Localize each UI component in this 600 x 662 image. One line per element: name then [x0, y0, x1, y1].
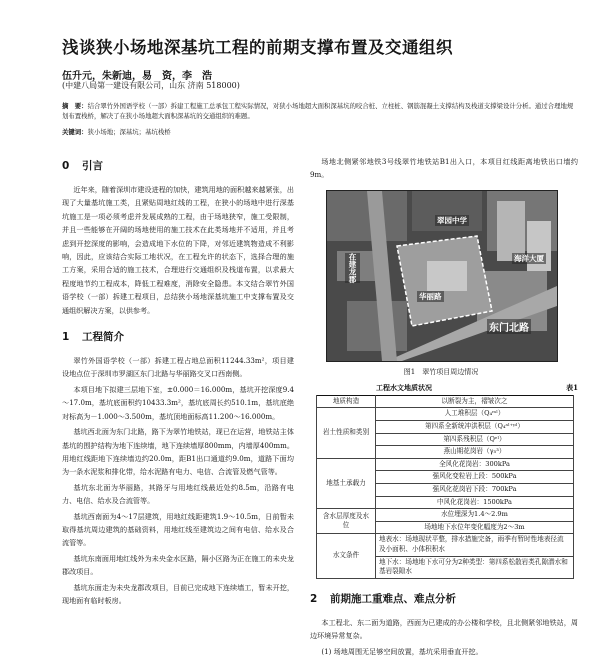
section-title: 工程简介	[82, 331, 124, 344]
table-cell: 强风化变粒岩上段：500kPa	[376, 471, 574, 484]
table-cell: 地质构造	[317, 395, 376, 408]
section-title: 引言	[82, 160, 103, 172]
section-difficulties	[310, 591, 578, 658]
hydrogeology-table	[316, 395, 574, 579]
paragraph: 基坑西北面为东门北路，路下为翠竹地铁站，现已在运营，地铁站主体基坑的围护结构为地下连续墙，地下连续墙厚800mm，内墙厚400mm。用地红线距地下连续墙边约20.0m，距B1出口通道约9.0m，道路下面均为一条水泥浆和排化带，给水泥路有电力、电信、合流管及燃气管等。	[62, 427, 294, 477]
section-number: 2	[310, 592, 318, 605]
table-cell: 场地地下水位年变化幅度为2～3m	[376, 521, 574, 534]
paragraph: 基坑东面走为未央龙郡改项目，目前已完成地下连续墙工，暂未开挖，现地面有临时板房。	[62, 582, 294, 605]
table-cell: 地基土承载力	[317, 458, 376, 508]
keywords	[62, 127, 577, 136]
keywords-text: 狭小场地；深基坑；基坑栈桥	[87, 128, 171, 136]
paragraph: 本项目地下拟建三层地下室，±0.000＝16.000m，基坑开挖深度9.4～17.0m，基坑底面积约10433.3m²，基坑底周长约510.1m，基坑底绝对标高为－1.000～3.500m，基坑顶地面标高11.200～16.000m。	[62, 384, 294, 421]
photo-label: 华丽路	[419, 291, 442, 301]
paragraph: 基坑东北面为华丽路，其路牙与用地红线最近处约8.5m，沿路有电力、电信、给水及合流管等。	[62, 482, 294, 506]
table-cell: 水文条件	[317, 534, 376, 578]
table-cell: 地下水：场地地下水可分为2种类型：第四系松散岩类孔隙潜水和基岩裂隙水	[376, 556, 574, 578]
keywords-label: 关键词：	[62, 128, 88, 136]
photo-label: 东门北路	[487, 319, 531, 334]
table-cell: 燕山期花岗岩（γ₅³）	[376, 446, 574, 459]
paragraph: 基坑东南面用地红线外为未央金水区路，隔小区路为正在施工的未央龙郡改项目。	[62, 553, 294, 577]
paragraph: 基坑西南面为4～17层建筑，用地红线距建筑1.9～10.5m，日前暂未取得基坑周边建筑的基础资料，用地红线至建筑边之间有电信、给水及合流管等。	[62, 511, 294, 548]
left-column	[62, 158, 294, 609]
paragraph: 本工程北、东二面为道路，西面为已建成的办公楼和学校，且北侧紧邻地铁站，周边环境异常复杂。	[310, 617, 578, 641]
paragraph: 场地北侧紧邻地铁3号线翠竹地铁站B1出入口，本项目红线距离地铁出口墙约9m。	[310, 157, 578, 180]
photo-label: 海洋大厦	[514, 253, 544, 263]
table-number: 表1	[566, 382, 578, 392]
photo-label: 在建龙郡	[345, 253, 360, 283]
table-cell: 地表水：场地现状平整，排水措施完备，雨季有暂时性地表径流及小面积、小体积积水	[376, 534, 574, 556]
abstract-label: 摘 要：	[62, 102, 88, 110]
table-cell: 第四系全新统冲洪积层（Q₄ᵃˡ⁺ᵖˡ）	[376, 421, 574, 434]
table-row	[317, 408, 574, 421]
table-cell: 中风化花岗岩：1500kPa	[376, 496, 574, 509]
table-row	[317, 458, 574, 471]
table-cell: 人工堆积层（Q₄ᵐˡ）	[376, 408, 574, 421]
authors: 伍升元，朱新迪，易 资，李 浩	[62, 71, 212, 82]
abstract-text: 结合翠竹外国语学校（一部）拆建工程施工总承包工程实际情况，对狭小场地超大面积深基坑的咬合桩、立柱桩、钢筋混凝土支撑结构及栈道支撑梁设计分析。通过合理地规划布置栈桥，解决了在狭小场地超大面积深基坑的交通组织的难题。	[62, 102, 574, 120]
photo-label: 翠园中学	[437, 215, 467, 225]
affiliation: (中建八局第一建设有限公司，山东 济南 518000)	[62, 81, 240, 90]
section-intro	[62, 158, 294, 317]
section-number: 1	[62, 331, 70, 344]
section-heading	[62, 329, 294, 344]
table-cell: 全风化花岗岩：300kPa	[376, 458, 574, 471]
table-cell: 强风化花岗岩下段：700kPa	[376, 483, 574, 496]
table-cell: 岩土性质和类别	[317, 408, 376, 458]
paragraph: (1) 场地周围无足够空间放置，基坑采用垂直开挖。	[321, 646, 483, 656]
table-cell: 第四系残积层（Qᵉˡ）	[376, 433, 574, 446]
section-project-overview	[62, 329, 294, 607]
table-row	[317, 509, 574, 522]
table-cell: 以断裂为主，褶皱次之	[376, 395, 574, 408]
paper-title: 浅谈狭小场地深基坑工程的前期支撑布置及交通组织	[62, 38, 453, 57]
section-title: 前期施工重难点、难点分析	[330, 592, 456, 605]
site-aerial-photo	[326, 190, 558, 362]
table-row	[317, 395, 574, 408]
abstract	[62, 101, 577, 121]
right-column	[310, 155, 578, 660]
figure-caption: 图1 翠竹项目周边情况	[403, 367, 479, 376]
table-cell: 水位埋深为1.4～2.9m	[376, 509, 574, 522]
section-heading	[62, 158, 294, 173]
section-number: 0	[62, 160, 70, 172]
table-cell: 含水层厚度及水位	[317, 509, 376, 534]
paragraph: 翠竹外国语学校（一部）拆建工程占地总面积11244.33m²，项目建设地点位于深圳市罗湖区东门北路与华丽路交叉口西南侧。	[62, 356, 294, 379]
paragraph: 近年来，随着深圳市建设进程的加快，建筑用地的面积越来越紧张，出现了大量基坑施工类，且紧贴周地红线的工程，在狭小的场地中进行深基坑施工是一项必须考虑并发展成熟的工程，由于场地狭窄，施工受限制，并且一些能够在开阔的场地使用的施工技术在此类场地并不适用，并且考虑到开挖深度的影响，会造成地下水位的下降，对邻近建筑物造成不利影响，因此，应该结合实际工地状况，在工程允许的状态下，选择合理的施工方案，采用合适的施工技术，合理进行交通组织及栈道布置，以求最大程度地节约工程成本，降低工程难度，消除安全隐患。本文结合翠竹外国语学校（一部）拆建工程项目，总结狭小场地深基坑施工中支撑布置及交通组织解决方案，以供参考。	[62, 185, 294, 315]
section-heading	[310, 591, 578, 606]
table-heading	[316, 383, 578, 395]
table-row	[317, 534, 574, 556]
table-title: 工程水文地质状况	[376, 382, 432, 392]
